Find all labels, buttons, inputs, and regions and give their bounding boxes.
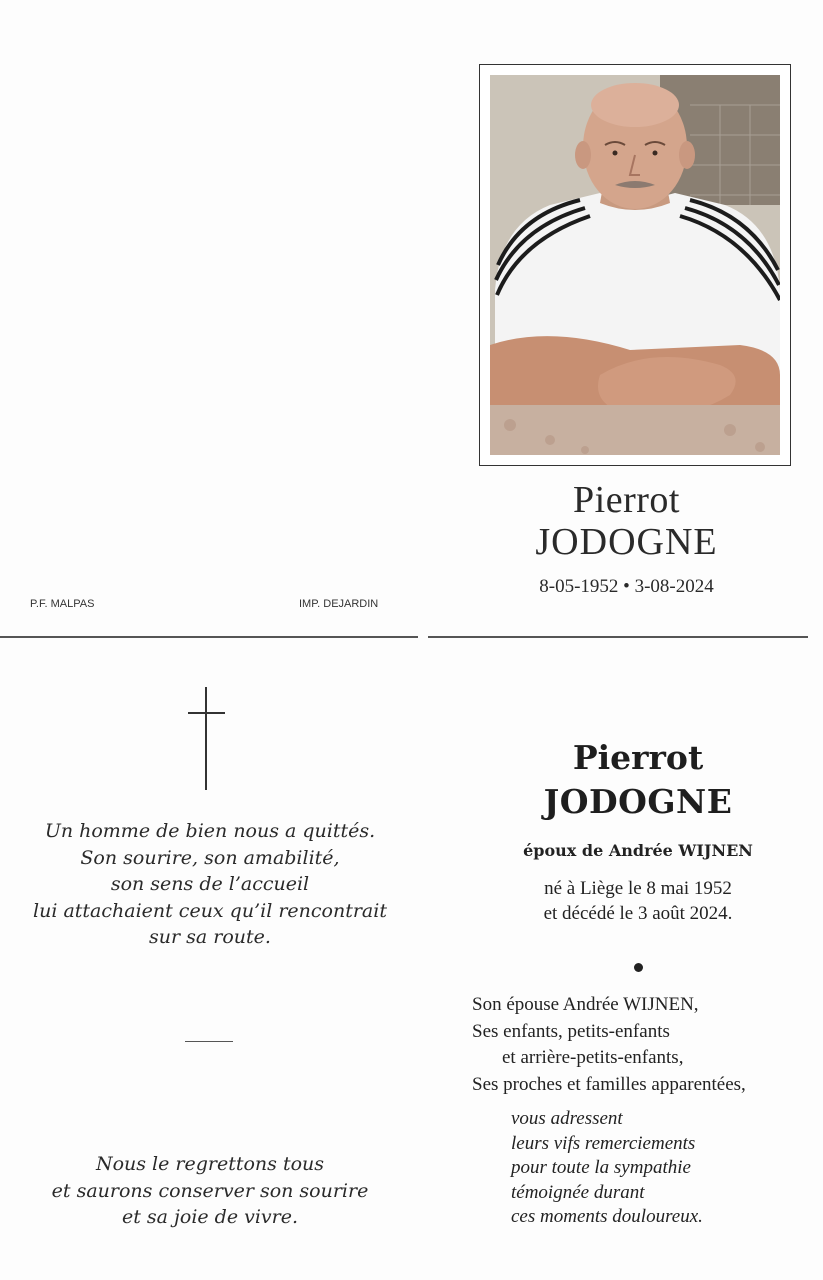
announcement-first-name: Pierrot <box>572 738 704 777</box>
thanks-line: pour toute la sympathie <box>511 1157 691 1178</box>
funeral-home-credit: P.F. MALPAS <box>30 598 95 610</box>
thanks-text <box>511 1107 703 1230</box>
printer-credit: IMP. DEJARDIN <box>299 598 379 610</box>
verse-text <box>20 818 400 951</box>
family-line: Ses proches et familles apparentées, <box>472 1073 746 1095</box>
closing-verse <box>20 1151 400 1231</box>
verse-line: sur sa route. <box>149 926 271 948</box>
thanks-line: témoignée durant <box>511 1181 645 1203</box>
birth-line: né à Liège le 8 mai 1952 <box>544 878 732 899</box>
verse-line: son sens de l’accueil <box>110 873 310 895</box>
cross-horizontal <box>188 712 225 714</box>
portrait-photo <box>490 75 780 455</box>
fold-line-right <box>428 636 808 638</box>
family-list <box>472 992 746 1098</box>
verse-line: lui attachaient ceux qu’il rencontrait <box>33 899 387 922</box>
closing-line: Nous le regrettons tous <box>95 1153 325 1175</box>
family-line: Ses enfants, petits-enfants <box>472 1020 670 1042</box>
announcement-last-name: JODOGNE <box>543 782 733 821</box>
closing-line: et sa joie de vivre. <box>121 1206 299 1228</box>
cover-dates: 8-05-1952 • 3-08-2024 <box>539 576 714 597</box>
separator-rule <box>185 1041 233 1042</box>
thanks-line: ces moments douloureux. <box>511 1206 703 1227</box>
closing-line: et saurons conserver son sourire <box>51 1179 369 1202</box>
family-line: et arrière-petits-enfants, <box>502 1047 684 1068</box>
thanks-line: leurs vifs remerciements <box>511 1132 696 1154</box>
spouse-line: époux de Andrée WIJNEN <box>523 841 753 860</box>
death-line: et décédé le 3 août 2024. <box>543 903 733 924</box>
bullet-dot <box>634 963 643 972</box>
cover-first-name: Pierrot <box>573 479 680 521</box>
verse-line: Un homme de bien nous a quittés. <box>44 820 376 842</box>
portrait-frame <box>479 64 791 466</box>
fold-line-left <box>0 636 418 638</box>
family-line: Son épouse Andrée WIJNEN, <box>472 994 699 1015</box>
cross-vertical <box>205 687 207 790</box>
cover-last-name: JODOGNE <box>535 521 718 563</box>
thanks-line: vous adressent <box>511 1108 623 1129</box>
verse-line: Son sourire, son amabilité, <box>80 846 340 869</box>
